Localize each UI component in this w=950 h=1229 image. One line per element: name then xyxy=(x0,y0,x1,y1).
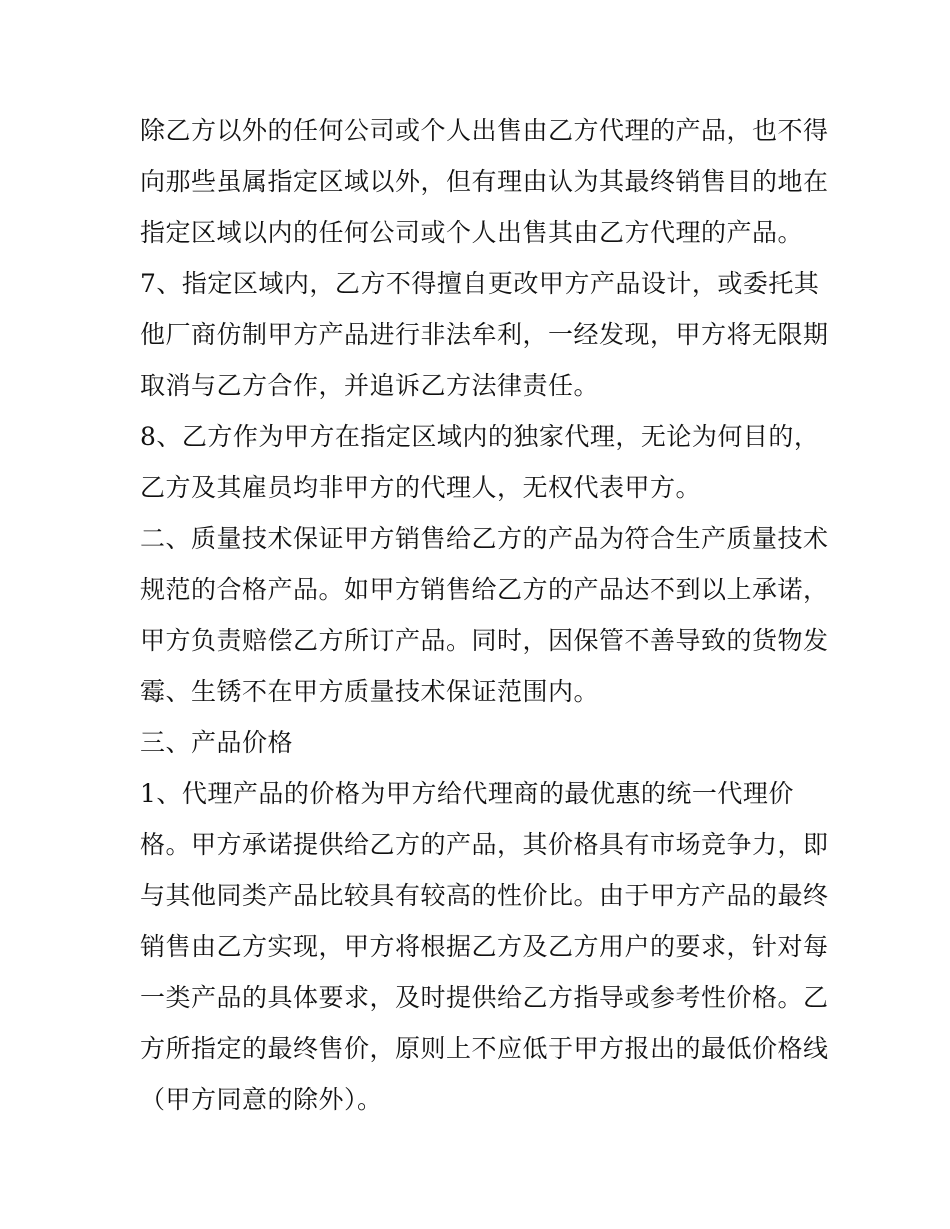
text-line: 与其他同类产品比较具有较高的性价比。由于甲方产品的最终 xyxy=(140,881,829,910)
text-line: 他厂商仿制甲方产品进行非法牟利，一经发现，甲方将无限期 xyxy=(140,320,829,349)
text-line: （甲方同意的除外）。 xyxy=(140,1085,383,1114)
text-line: 向那些虽属指定区域以外，但有理由认为其最终销售目的地在 xyxy=(140,167,829,196)
text-line: 销售由乙方实现，甲方将根据乙方及乙方用户的要求，针对每 xyxy=(140,932,829,961)
text-line: 取消与乙方合作，并追诉乙方法律责任。 xyxy=(140,371,600,400)
text-line: 格。甲方承诺提供给乙方的产品，其价格具有市场竞争力，即 xyxy=(140,830,829,859)
text-line: 一类产品的具体要求，及时提供给乙方指导或参考性价格。乙 xyxy=(140,983,829,1012)
text-line: 8、乙方作为甲方在指定区域内的独家代理，无论为何目的， xyxy=(140,422,820,451)
text-line: 除乙方以外的任何公司或个人出售由乙方代理的产品，也不得 xyxy=(140,116,829,145)
text-line: 乙方及其雇员均非甲方的代理人，无权代表甲方。 xyxy=(140,473,702,502)
document-body xyxy=(140,105,829,1125)
text-line: 霉、生锈不在甲方质量技术保证范围内。 xyxy=(140,677,600,706)
text-line: 规范的合格产品。如甲方销售给乙方的产品达不到以上承诺， xyxy=(140,575,829,604)
text-line: 甲方负责赔偿乙方所订产品。同时，因保管不善导致的货物发 xyxy=(140,626,829,655)
text-line: 方所指定的最终售价，原则上不应低于甲方报出的最低价格线 xyxy=(140,1034,829,1063)
text-line: 1、代理产品的价格为甲方给代理商的最优惠的统一代理价 xyxy=(140,779,794,808)
section-heading: 三、产品价格 xyxy=(140,728,294,757)
text-line: 7、指定区域内，乙方不得擅自更改甲方产品设计，或委托其 xyxy=(140,269,820,298)
text-line: 二、质量技术保证甲方销售给乙方的产品为符合生产质量技术 xyxy=(140,524,829,553)
text-line: 指定区域以内的任何公司或个人出售其由乙方代理的产品。 xyxy=(140,218,804,247)
